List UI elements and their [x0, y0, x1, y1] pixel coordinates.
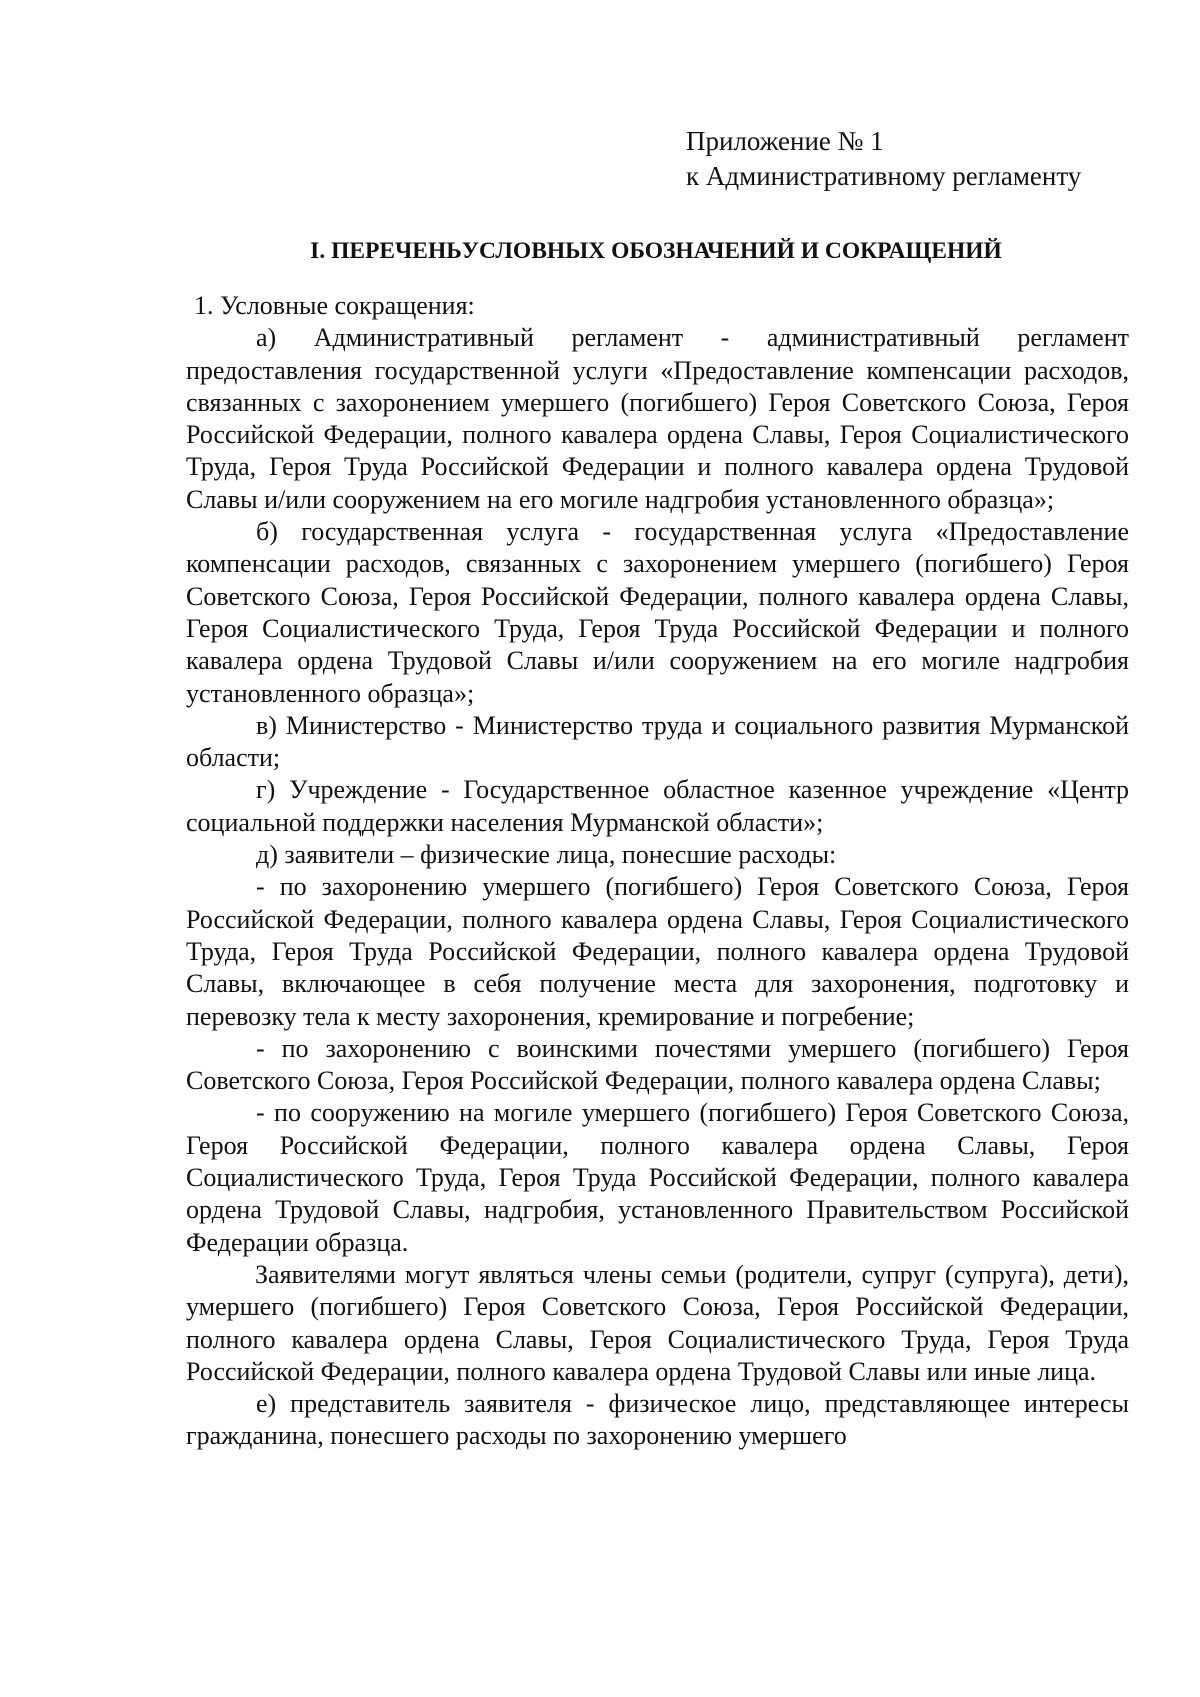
- appendix-header: [686, 124, 1081, 194]
- list-item-tombstone: - по сооружению на могиле умершего (погибшего) Героя Советского Союза, Героя Российской Федерации, полного кавалера ордена Славы, Героя Социалистического Труда, Героя Труда Российской Федерации, полного кавалера ордена Трудовой Славы, надгробия, установленного Правительством Российской Федерации образца.: [186, 1098, 1129, 1257]
- paragraph-d-applicants: д) заявители – физические лица, понесшие расходы:: [256, 840, 837, 870]
- paragraph-v-ministry: в) Министерство - Министерство труда и социального развития Мурманской области;: [186, 710, 1129, 773]
- paragraph-g-institution: г) Учреждение - Государственное областное казенное учреждение «Центр социальной поддержки населения Мурманской области»;: [186, 775, 1129, 837]
- paragraph-a-regulation: а) Административный регламент - административный регламент предоставления государственной услуги «Предоставление компенсации расходов, связанных с захоронением умершего (погибшего) Героя Советского Союза, Героя Российской Федерации, полного кавалера ордена Славы, Героя Социалистического Труда, Героя Труда Российской Федерации и полного кавалера ордена Трудовой Славы и/или сооружением на его могиле надгробия установленного образца»;: [186, 323, 1129, 514]
- list-item-military-honors: - по захоронению с воинскими почестями умершего (погибшего) Героя Советского Союза, Героя Российской Федерации, полного кавалера ордена Славы;: [186, 1033, 1129, 1096]
- paragraph-e-representative: е) представитель заявителя - физическое лицо, представляющее интересы гражданина, понесшего расходы по захоронению умершего: [186, 1389, 1129, 1451]
- paragraph-b-state-service: б) государственная услуга - государственная услуга «Предоставление компенсации расходов, связанных с захоронением умершего (погибшего) Героя Советского Союза, Героя Российской Федерации, полного кавалера ордена Славы, Героя Социалистического Труда, Героя Труда Российской Федерации и полного кавалера ордена Трудовой Славы и/или сооружением на его могиле надгробия установленного образца»;: [186, 517, 1129, 708]
- paragraph-applicants-family: Заявителями могут являться члены семьи (родители, супруг (супруга), дети), умершего (погибшего) Героя Советского Союза, Героя Российской Федерации, полного кавалера ордена Славы, Героя Социалистического Труда, Героя Труда Российской Федерации, полного кавалера ордена Трудовой Славы или иные лица.: [186, 1259, 1129, 1386]
- appendix-number: Приложение № 1: [686, 126, 884, 156]
- section-title: I. ПЕРЕЧЕНЬУСЛОВНЫХ ОБОЗНАЧЕНИЙ И СОКРАЩЕНИЙ: [310, 238, 1002, 264]
- document-body: [186, 290, 1129, 1453]
- appendix-reference: к Административному регламенту: [686, 161, 1082, 191]
- list-item-burial-expenses: - по захоронению умершего (погибшего) Героя Советского Союза, Героя Российской Федерации, полного кавалера ордена Славы, Героя Социалистического Труда, Героя Труда Российской Федерации, полного кавалера ордена Трудовой Славы, включающее в себя получение места для захоронения, подготовку и перевозку тела к месту захоронения, кремирование и погребение;: [186, 872, 1129, 1031]
- paragraph-conditional-abbreviations: 1. Условные сокращения:: [194, 291, 475, 320]
